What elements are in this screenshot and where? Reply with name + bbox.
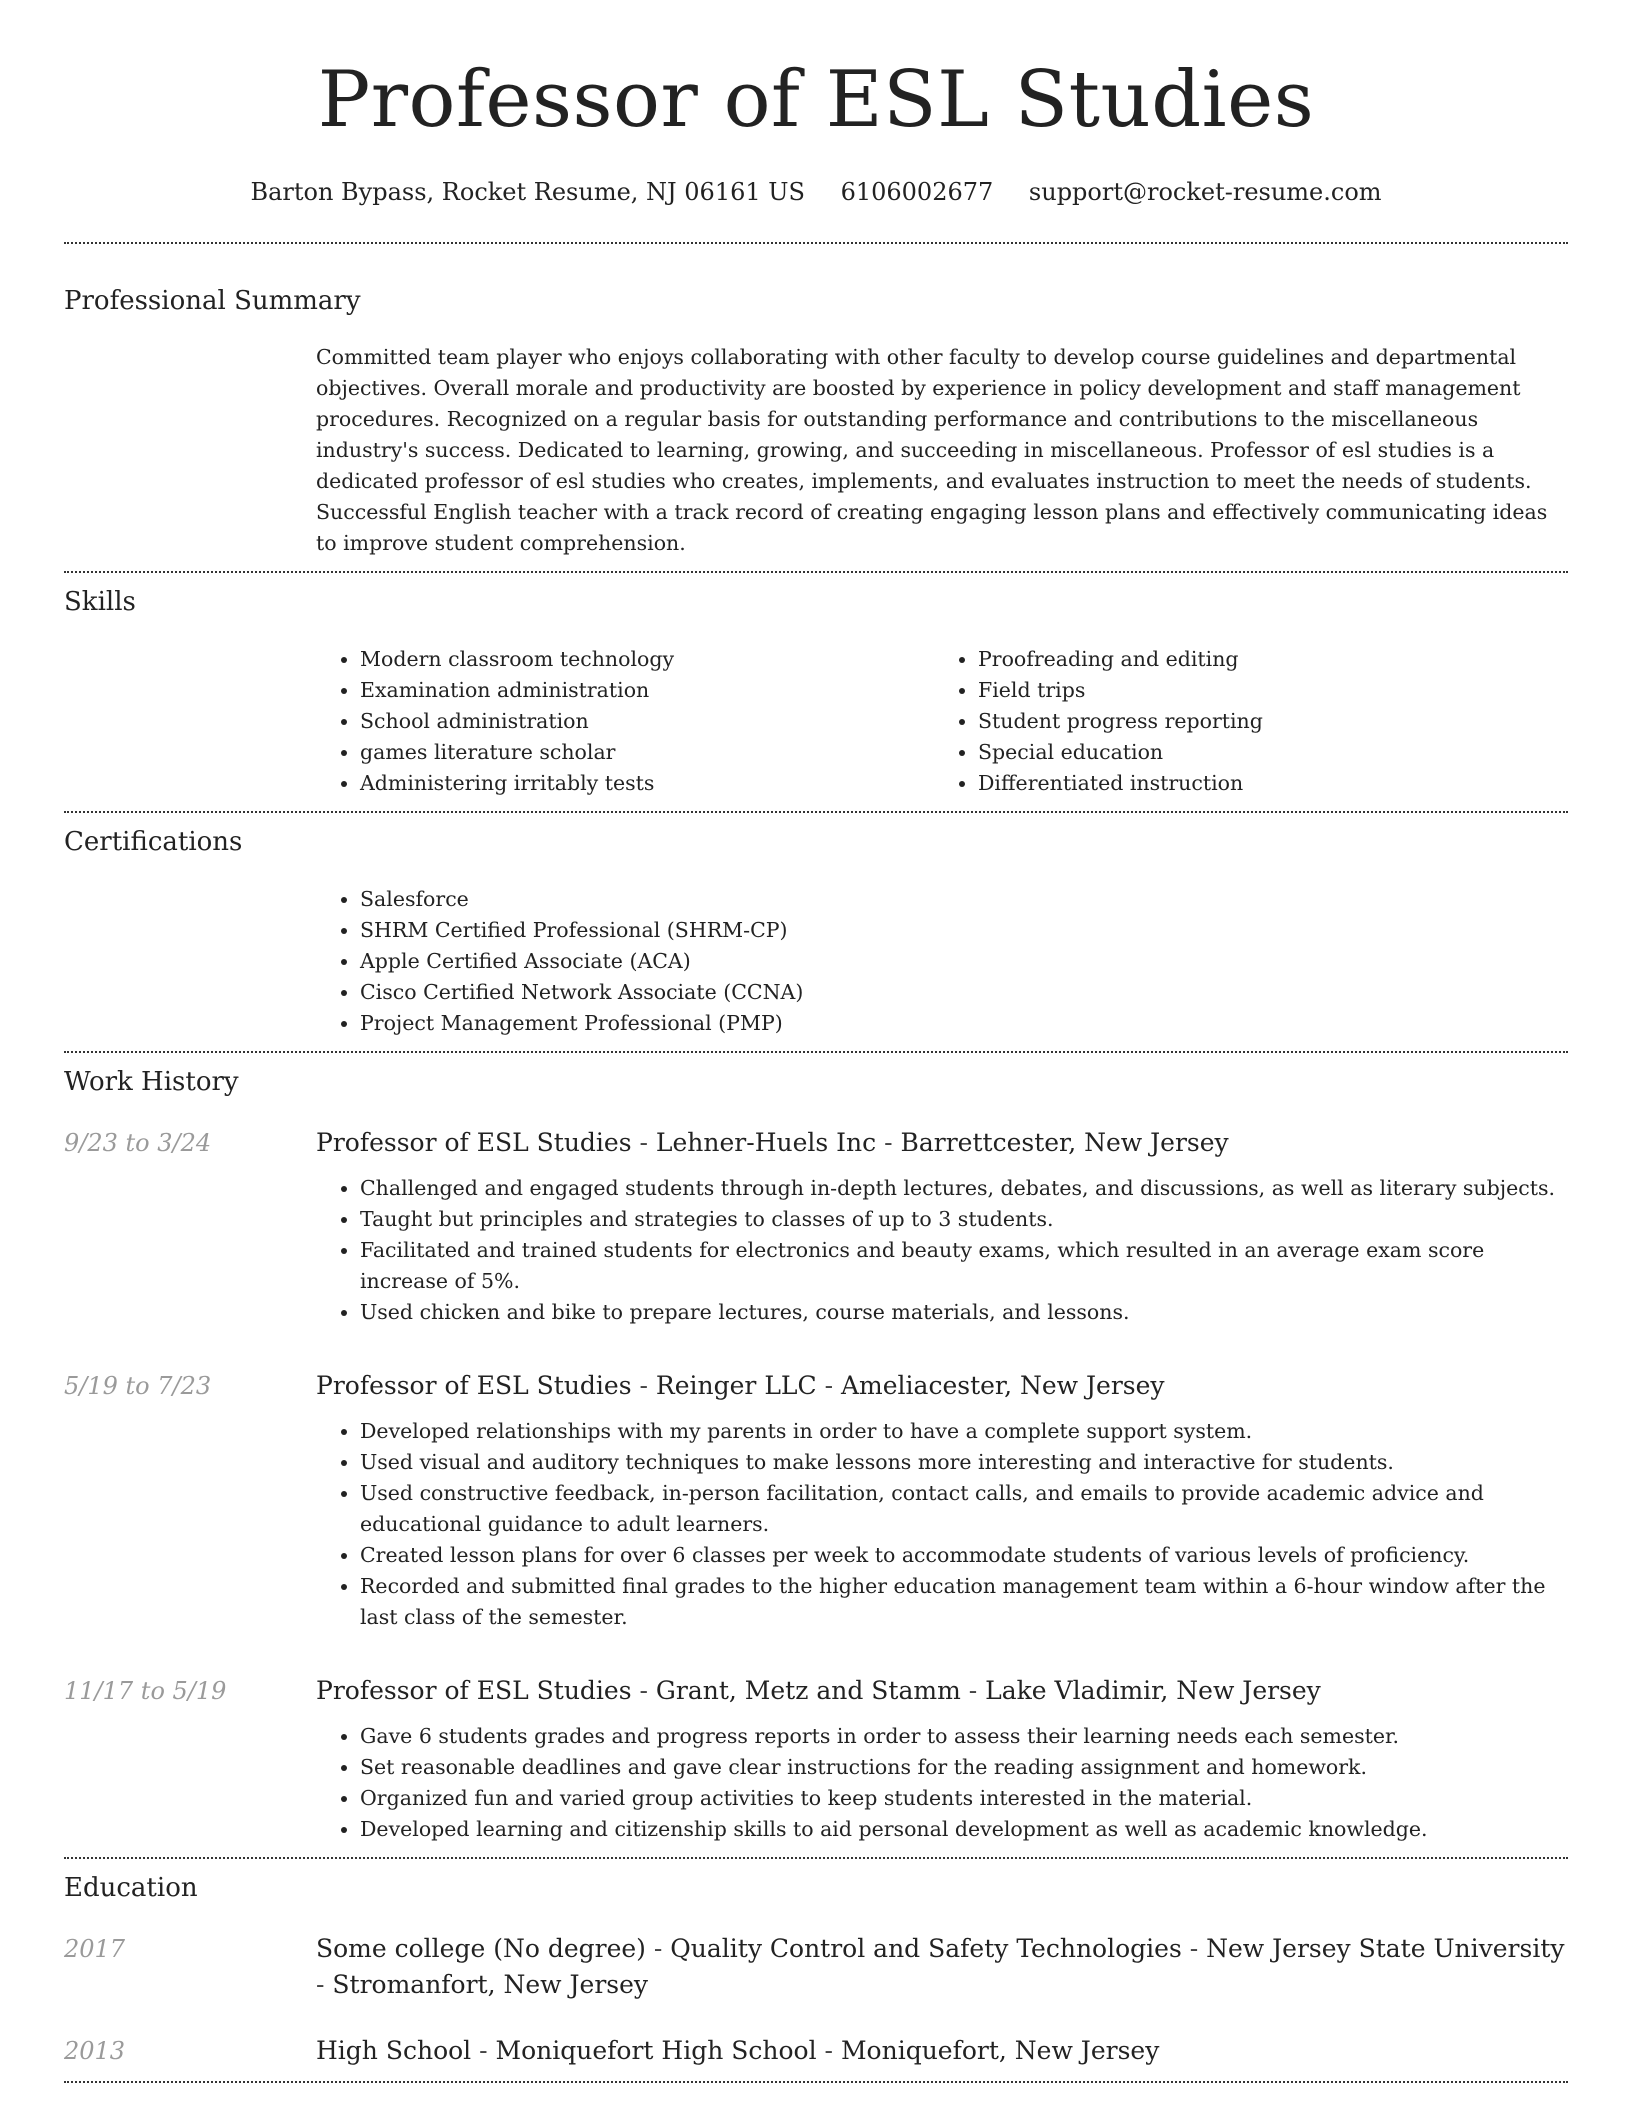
certification-item: • Project Management Professional (PMP) — [360, 1008, 1568, 1039]
skill-item: • Student progress reporting — [978, 706, 1263, 737]
education-date: 2017 — [64, 1935, 126, 1963]
education-field: Quality Control and Safety Technologies — [670, 1934, 1182, 1963]
candidate-name: Professor of ESL Studies — [317, 55, 1315, 145]
separator: - — [816, 1371, 841, 1400]
job-bullet: • Facilitated and trained students for electronics and beauty exams, which resulted in an average exam score increase of 5%. — [360, 1235, 1568, 1297]
separator: - — [1181, 1934, 1207, 1963]
skill-item: • Field trips — [978, 675, 1263, 706]
job-bullet: • Recorded and submitted final grades to the higher education management team within a 6-hour window after the last class of the semester. — [360, 1571, 1568, 1633]
job-bullet: • Created lesson plans for over 6 classes per week to accommodate students of various levels of proficiency. — [360, 1540, 1568, 1571]
education-school: Moniquefort High School — [495, 2036, 817, 2065]
divider — [64, 2081, 1568, 2083]
section-title: Professional Summary — [64, 286, 361, 316]
section-title: Certifications — [64, 827, 243, 857]
separator: - — [816, 2036, 841, 2065]
job-heading — [316, 1673, 1568, 1709]
job-bullet: • Gave 6 students grades and progress reports in order to assess their learning needs each semester. — [360, 1721, 1568, 1752]
separator: - — [631, 1371, 656, 1400]
section-title: Education — [64, 1873, 198, 1903]
certification-item: • SHRM Certified Professional (SHRM-CP) — [360, 915, 1568, 946]
contact-line — [64, 176, 1568, 208]
skill-item: • Examination administration — [360, 675, 934, 706]
job-bullet: • Used visual and auditory techniques to make lessons more interesting and interactive for students. — [360, 1447, 1568, 1478]
phone: 6106002677 — [840, 178, 994, 206]
job-bullets — [316, 1173, 1568, 1328]
address: Barton Bypass, Rocket Resume, NJ 06161 US — [250, 178, 805, 206]
certification-item: • Salesforce — [360, 884, 1568, 915]
education-entry — [64, 2033, 1568, 2081]
certification-items — [316, 884, 1568, 1039]
job-location: Ameliacester, New Jersey — [841, 1371, 1165, 1400]
job-entry — [64, 1125, 1568, 1328]
job-bullet: • Used constructive feedback, in-person facilitation, contact calls, and emails to provide academic advice and educational guidance to adult learners. — [360, 1478, 1568, 1540]
job-bullet: • Used chicken and bike to prepare lectures, course materials, and lessons. — [360, 1297, 1568, 1328]
skills-section — [64, 573, 1568, 813]
work-history-section — [64, 1053, 1568, 1859]
education-date: 2013 — [64, 2037, 126, 2065]
skill-item: • School administration — [360, 706, 934, 737]
education-heading — [316, 2033, 1568, 2069]
skills-column — [934, 644, 1263, 799]
job-company: Lehner-Huels Inc — [655, 1128, 877, 1157]
certification-item: • Cisco Certified Network Associate (CCNA) — [360, 977, 1568, 1008]
job-bullets — [316, 1416, 1568, 1633]
job-role: Professor of ESL Studies — [316, 1676, 632, 1705]
education-degree: High School — [316, 2036, 472, 2065]
education-section — [64, 1859, 1568, 2083]
job-company: Grant, Metz and Stamm — [655, 1676, 961, 1705]
separator: - — [645, 1934, 671, 1963]
job-heading — [316, 1368, 1568, 1404]
education-school: New Jersey State University — [1206, 1934, 1565, 1963]
job-role: Professor of ESL Studies — [316, 1371, 632, 1400]
certifications-list — [316, 884, 1568, 1051]
separator: - — [876, 1128, 901, 1157]
education-entry — [64, 1931, 1568, 2003]
education-location: Stromanfort, New Jersey — [332, 1970, 649, 1999]
education-location: Moniquefort, New Jersey — [840, 2036, 1160, 2065]
job-location: Barrettcester, New Jersey — [900, 1128, 1229, 1157]
job-bullet: • Organized fun and varied group activities to keep students interested in the material. — [360, 1783, 1568, 1814]
skill-item: • Proofreading and editing — [978, 644, 1263, 675]
summary-text: Committed team player who enjoys collaborating with other faculty to develop course guidelines and departmental objectives. Overall morale and productivity are boosted by experience in policy development and staff management procedures. Recognized on a regular basis for outstanding performance and contributions to the miscellaneous industry's success. Dedicated to learning, growing, and succeeding in miscellaneous. Professor of esl studies is a dedicated professor of esl studies who creates, implements, and evaluates instruction to meet the needs of students. Successful English teacher with a track record of creating engaging lesson plans and effectively communicating ideas to improve student comprehension. — [316, 345, 1548, 555]
separator: - — [631, 1676, 656, 1705]
skills-list — [316, 644, 1568, 811]
job-bullet: • Set reasonable deadlines and gave clear instructions for the reading assignment and homework. — [360, 1752, 1568, 1783]
job-entry — [64, 1673, 1568, 1857]
skill-item: • Modern classroom technology — [360, 644, 934, 675]
job-heading — [316, 1125, 1568, 1161]
job-bullet: • Taught but principles and strategies to classes of up to 3 students. — [360, 1204, 1568, 1235]
job-date: 5/19 to 7/23 — [64, 1372, 212, 1400]
skill-item: • Differentiated instruction — [978, 768, 1263, 799]
separator: - — [960, 1676, 986, 1705]
resume-header — [64, 0, 1568, 244]
email: support@rocket-resume.com — [1028, 178, 1382, 206]
job-role: Professor of ESL Studies — [316, 1128, 632, 1157]
job-date: 9/23 to 3/24 — [64, 1129, 212, 1157]
skill-item: • Special education — [978, 737, 1263, 768]
job-bullet: • Developed learning and citizenship skills to aid personal development as well as academic knowledge. — [360, 1814, 1568, 1845]
job-location: Lake Vladimir, New Jersey — [985, 1676, 1321, 1705]
job-bullet: • Challenged and engaged students through in-depth lectures, debates, and discussions, as well as literary subjects. — [360, 1173, 1568, 1204]
separator: - — [631, 1128, 656, 1157]
certification-item: • Apple Certified Associate (ACA) — [360, 946, 1568, 977]
separator: - — [471, 2036, 496, 2065]
skills-column — [316, 644, 934, 799]
education-degree: Some college (No degree) — [316, 1934, 646, 1963]
skill-item: • Administering irritably tests — [360, 768, 934, 799]
summary-section — [64, 244, 1568, 573]
skill-item: • games literature scholar — [360, 737, 934, 768]
section-title: Work History — [64, 1067, 239, 1097]
job-entry — [64, 1368, 1568, 1633]
job-date: 11/17 to 5/19 — [64, 1677, 227, 1705]
job-company: Reinger LLC — [655, 1371, 817, 1400]
job-bullet: • Developed relationships with my parents in order to have a complete support system. — [360, 1416, 1568, 1447]
education-heading — [316, 1931, 1568, 2003]
job-bullets — [316, 1721, 1568, 1845]
separator: - — [316, 1970, 333, 1999]
certifications-section — [64, 813, 1568, 1053]
section-title: Skills — [64, 587, 136, 617]
